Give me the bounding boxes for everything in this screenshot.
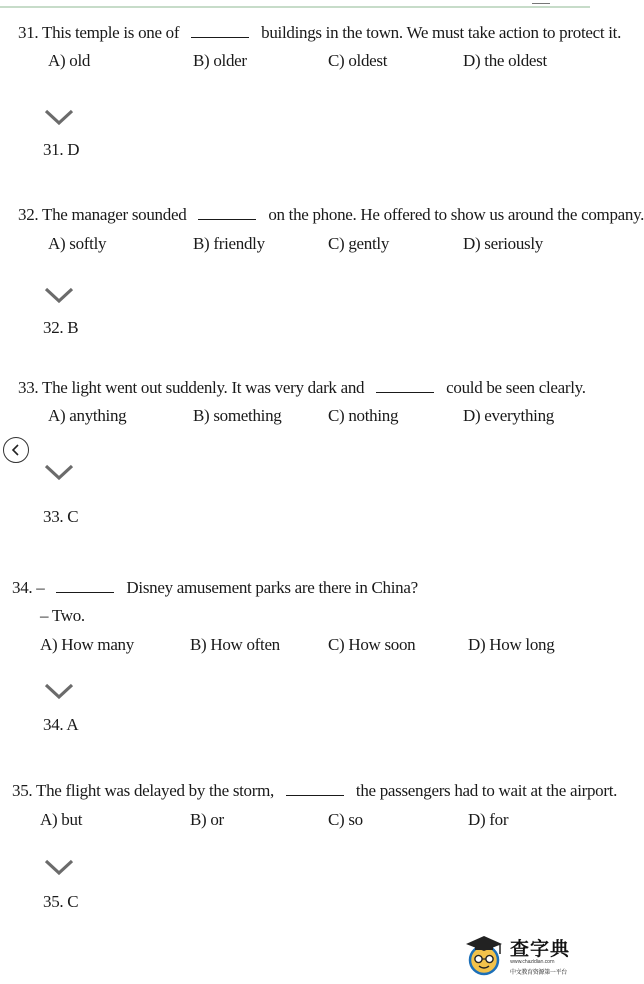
- answer-32: 32. B: [43, 318, 79, 337]
- stem-text: 31. This temple is one of: [18, 23, 180, 42]
- question-32-stem: [18, 204, 644, 226]
- option-b: B) or: [190, 810, 224, 829]
- option-a: A) but: [40, 810, 83, 829]
- answer-blank: [286, 781, 344, 796]
- option-c: C) nothing: [328, 406, 399, 425]
- expand-answer-chevron-icon[interactable]: [43, 286, 75, 306]
- answer-33: 33. C: [43, 507, 79, 526]
- option-c: C) How soon: [328, 635, 416, 654]
- stem-text: the passengers had to wait at the airport.: [355, 781, 618, 800]
- option-a: A) softly: [48, 234, 107, 253]
- option-b: B) something: [193, 406, 282, 425]
- stem-text: Disney amusement parks are there in China?: [126, 578, 418, 597]
- option-c: C) gently: [328, 234, 390, 253]
- option-b: B) How often: [190, 635, 280, 654]
- option-a: A) How many: [40, 635, 134, 654]
- back-button[interactable]: [3, 437, 29, 463]
- expand-answer-chevron-icon[interactable]: [43, 108, 75, 128]
- stem-text: 32. The manager sounded: [18, 205, 187, 224]
- question-35-stem: [12, 780, 617, 802]
- top-divider: [0, 6, 590, 8]
- expand-answer-chevron-icon[interactable]: [43, 682, 75, 702]
- answer-blank: [376, 378, 434, 393]
- option-d: D) for: [468, 810, 509, 829]
- stem-text: 35. The flight was delayed by the storm,: [12, 781, 274, 800]
- answer-blank: [56, 578, 114, 593]
- logo-subtitle: 中文教育资源第一平台: [510, 969, 568, 976]
- chevron-left-icon: [10, 443, 22, 457]
- stem-text: buildings in the town. We must take action to protect it.: [261, 23, 622, 42]
- option-d: D) the oldest: [463, 51, 547, 70]
- chazidian-logo: [462, 932, 580, 978]
- option-a: A) anything: [48, 406, 127, 425]
- scholar-mascot-icon: [462, 932, 506, 978]
- stem-text: could be seen clearly.: [446, 378, 586, 397]
- stem-text: on the phone. He offered to show us around the company.: [268, 205, 644, 224]
- option-d: D) everything: [463, 406, 554, 425]
- expand-answer-chevron-icon[interactable]: [43, 463, 75, 483]
- expand-answer-chevron-icon[interactable]: [43, 858, 75, 878]
- option-a: A) old: [48, 51, 91, 70]
- answer-blank: [191, 23, 249, 38]
- stem-text: 34. –: [12, 578, 45, 597]
- option-b: B) older: [193, 51, 247, 70]
- question-33-stem: [18, 377, 586, 399]
- answer-34: 34. A: [43, 715, 79, 734]
- question-31-stem: [18, 22, 621, 44]
- option-d: D) How long: [468, 635, 555, 654]
- logo-title: 查字典: [510, 938, 571, 960]
- answer-blank: [198, 205, 256, 220]
- question-34-stem: [12, 577, 418, 599]
- option-d: D) seriously: [463, 234, 543, 253]
- option-c: C) oldest: [328, 51, 388, 70]
- dialogue-reply: – Two.: [40, 606, 85, 625]
- option-c: C) so: [328, 810, 363, 829]
- answer-31: 31. D: [43, 140, 80, 159]
- option-b: B) friendly: [193, 234, 265, 253]
- top-dash: [532, 3, 550, 4]
- answer-35: 35. C: [43, 892, 79, 911]
- stem-text: 33. The light went out suddenly. It was very dark and: [18, 378, 365, 397]
- logo-url: www.chazidian.com: [510, 959, 555, 965]
